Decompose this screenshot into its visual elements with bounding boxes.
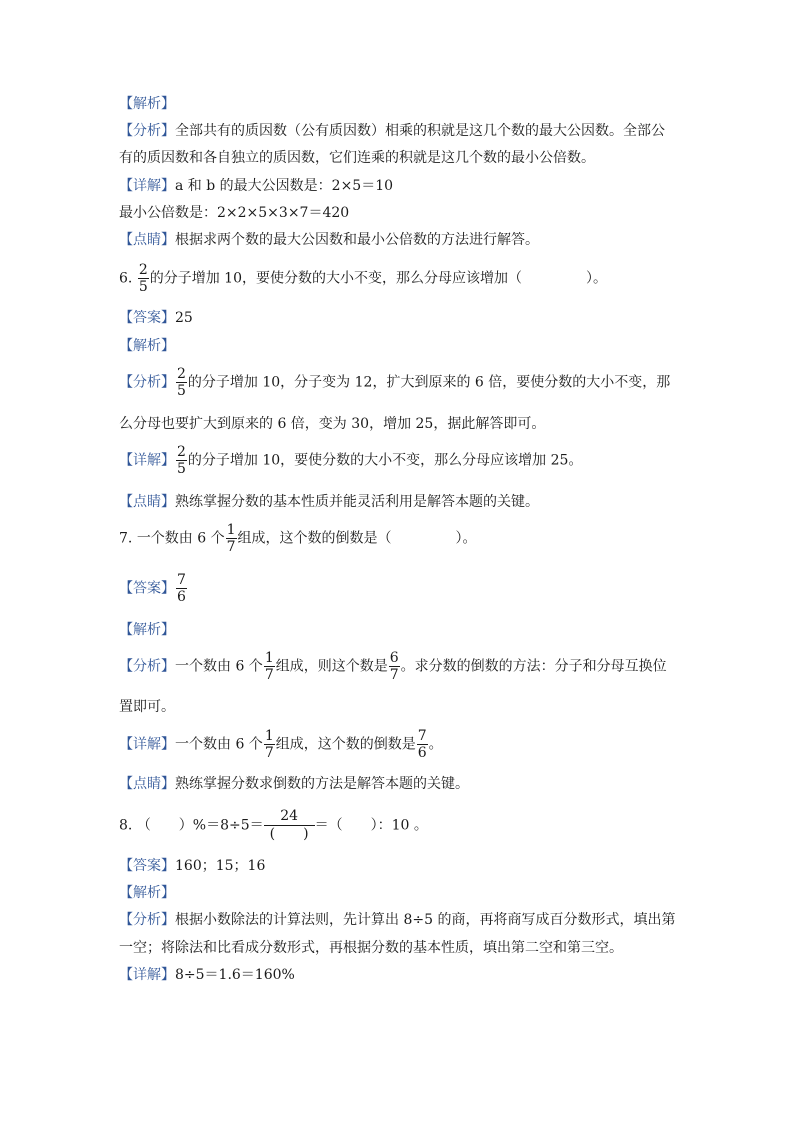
fraction-numerator: 2 bbox=[177, 444, 186, 460]
question-number: 6. bbox=[119, 270, 133, 287]
fenxi-line-2 bbox=[119, 148, 595, 168]
dianjing-tag: 【点睛】 bbox=[119, 776, 175, 792]
dianjing-line bbox=[119, 492, 539, 512]
xiangjie-line bbox=[119, 176, 393, 196]
fraction bbox=[264, 808, 315, 843]
dianjing-tag: 【点睛】 bbox=[119, 232, 175, 248]
fraction-numerator: 6 bbox=[389, 650, 399, 666]
fraction-denominator: 5 bbox=[138, 279, 148, 295]
fraction bbox=[389, 650, 400, 683]
xiangjie-line bbox=[119, 728, 443, 761]
xiangjie-text-3: 。 bbox=[428, 736, 443, 753]
xiangjie-tag: 【详解】 bbox=[119, 736, 175, 753]
question-text-2: 组成，这个数的倒数是（ bbox=[237, 530, 392, 547]
xiangjie-line-2 bbox=[119, 203, 349, 223]
fraction-denominator: 5 bbox=[177, 461, 186, 477]
jiexi-tag: 【解析】 bbox=[119, 96, 175, 112]
fraction bbox=[264, 650, 275, 683]
fraction bbox=[176, 444, 187, 477]
fenxi-text-2: 组成，则这个数是 bbox=[275, 658, 388, 675]
question-number: 8. bbox=[119, 817, 133, 834]
question-text: 一个数由 6 个 bbox=[136, 530, 225, 547]
dianjing-line bbox=[119, 230, 539, 250]
xiangjie-tag: 【详解】 bbox=[119, 967, 175, 983]
question-close: ）。 bbox=[586, 270, 607, 287]
answer-value: 160；15；16 bbox=[175, 858, 266, 874]
fraction bbox=[417, 728, 428, 761]
xiangjie-line bbox=[119, 965, 295, 985]
jiexi-tag: 【解析】 bbox=[119, 885, 175, 901]
jiexi-line bbox=[119, 883, 175, 903]
fenxi-tag: 【分析】 bbox=[119, 658, 175, 675]
fraction-denominator: 6 bbox=[177, 589, 186, 605]
fraction-numerator: 2 bbox=[177, 366, 186, 382]
xiangjie-text-2: 组成，这个数的倒数是 bbox=[275, 736, 416, 753]
fraction-denominator: 7 bbox=[264, 745, 274, 761]
fenxi-line-2 bbox=[119, 414, 545, 434]
fenxi-line bbox=[119, 910, 675, 930]
fenxi-line bbox=[119, 650, 667, 683]
fraction bbox=[226, 522, 237, 555]
fraction-numerator: 24 bbox=[280, 808, 299, 824]
fenxi-line-2 bbox=[119, 697, 175, 717]
fraction-numerator: 1 bbox=[264, 650, 274, 666]
question-7 bbox=[119, 522, 477, 555]
jiexi-line bbox=[119, 620, 175, 640]
answer-tag: 【答案】 bbox=[119, 580, 175, 597]
xiangjie-text: a 和 b 的最大公因数是：2×5＝10 bbox=[175, 178, 394, 194]
xiangjie-line bbox=[119, 444, 582, 477]
fenxi-tag: 【分析】 bbox=[119, 123, 175, 139]
question-text-2: ＝（ ）：10 。 bbox=[314, 817, 428, 834]
answer-fraction bbox=[176, 572, 187, 605]
fraction-numerator: 1 bbox=[226, 522, 236, 538]
question-text: 的分子增加 10，要使分数的大小不变，那么分母应该增加（ bbox=[149, 270, 522, 287]
fenxi-text-3: 。求分数的倒数的方法：分子和分母互换位 bbox=[400, 658, 667, 675]
fenxi-tag: 【分析】 bbox=[119, 912, 175, 928]
fraction bbox=[138, 262, 149, 295]
fenxi-tag: 【分析】 bbox=[119, 374, 175, 391]
xiangjie-text-2: 最小公倍数是：2×2×5×3×7＝420 bbox=[119, 205, 350, 221]
question-text: （ ）%＝8÷5＝ bbox=[136, 817, 264, 834]
dianjing-tag: 【点睛】 bbox=[119, 494, 175, 510]
xiangjie-text: 一个数由 6 个 bbox=[175, 736, 263, 753]
question-close: ）。 bbox=[455, 530, 477, 547]
fenxi-text: 的分子增加 10，分子变为 12，扩大到原来的 6 倍，要使分数的大小不变，那 bbox=[187, 374, 671, 391]
dianjing-text: 熟练掌握分数的基本性质并能灵活利用是解答本题的关键。 bbox=[175, 494, 539, 510]
fenxi-text-2: 么分母也要扩大到原来的 6 倍，变为 30，增加 25，据此解答即可。 bbox=[119, 416, 546, 432]
answer-line bbox=[119, 856, 265, 876]
answer-line bbox=[119, 572, 188, 605]
fraction-numerator: 7 bbox=[417, 728, 427, 744]
answer-tag: 【答案】 bbox=[119, 858, 175, 874]
xiangjie-tag: 【详解】 bbox=[119, 452, 175, 469]
jiexi-line bbox=[119, 94, 175, 114]
fraction-denominator: 5 bbox=[177, 383, 186, 399]
question-8 bbox=[119, 808, 428, 843]
fraction-denominator: 6 bbox=[417, 745, 427, 761]
fenxi-line bbox=[119, 366, 670, 399]
fraction-numerator: 2 bbox=[138, 262, 148, 278]
fenxi-text-4: 置即可。 bbox=[119, 699, 175, 715]
question-6 bbox=[119, 262, 607, 295]
fenxi-line bbox=[119, 121, 665, 141]
fenxi-line-2 bbox=[119, 938, 623, 958]
jiexi-tag: 【解析】 bbox=[119, 338, 175, 354]
xiangjie-tag: 【详解】 bbox=[119, 178, 175, 194]
jiexi-tag: 【解析】 bbox=[119, 622, 175, 638]
answer-value: 25 bbox=[175, 310, 193, 326]
fraction-denominator: 7 bbox=[226, 539, 236, 555]
answer-tag: 【答案】 bbox=[119, 310, 175, 326]
dianjing-text: 熟练掌握分数求倒数的方法是解答本题的关键。 bbox=[175, 776, 469, 792]
xiangjie-text: 的分子增加 10，要使分数的大小不变，那么分母应该增加 25。 bbox=[187, 452, 583, 469]
fenxi-text: 全部共有的质因数（公有质因数）相乘的积就是这几个数的最大公因数。全部公 bbox=[175, 123, 665, 139]
fenxi-text-2: 有的质因数和各自独立的质因数，它们连乘的积就是这几个数的最小公倍数。 bbox=[119, 150, 595, 166]
fraction-denominator: 7 bbox=[264, 667, 274, 683]
fraction bbox=[176, 366, 187, 399]
answer-line bbox=[119, 308, 193, 328]
fraction bbox=[264, 728, 275, 761]
xiangjie-text: 8÷5＝1.6＝160% bbox=[175, 967, 295, 983]
fraction-numerator: 1 bbox=[264, 728, 274, 744]
dianjing-line bbox=[119, 774, 469, 794]
fenxi-text: 一个数由 6 个 bbox=[175, 658, 263, 675]
fraction-denominator: ( ) bbox=[264, 825, 315, 843]
fraction-denominator: 7 bbox=[389, 667, 399, 683]
jiexi-line bbox=[119, 336, 175, 356]
question-number: 7. bbox=[119, 530, 133, 547]
fenxi-text-2: 一空；将除法和比看成分数形式，再根据分数的基本性质，填出第二空和第三空。 bbox=[119, 940, 623, 956]
dianjing-text: 根据求两个数的最大公因数和最小公倍数的方法进行解答。 bbox=[175, 232, 539, 248]
fraction-numerator: 7 bbox=[177, 572, 186, 588]
fenxi-text: 根据小数除法的计算法则，先计算出 8÷5 的商，再将商写成百分数形式，填出第 bbox=[175, 912, 676, 928]
